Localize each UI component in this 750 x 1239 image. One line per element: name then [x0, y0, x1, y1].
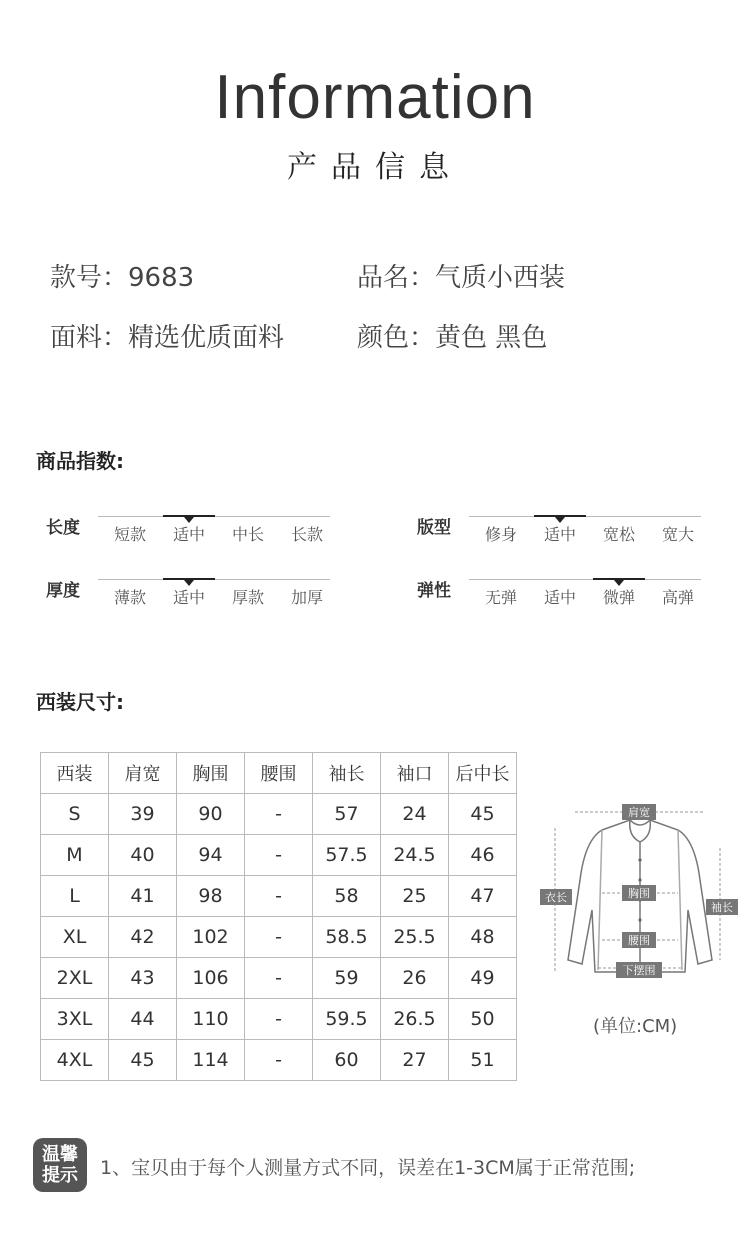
table-cell: 57.5 — [313, 835, 381, 876]
table-cell: 42 — [109, 917, 177, 958]
table-cell: 106 — [177, 958, 245, 999]
table-cell: 25.5 — [381, 917, 449, 958]
table-header-cell: 腰围 — [245, 753, 313, 794]
table-cell: 51 — [449, 1040, 517, 1081]
table-cell: 57 — [313, 794, 381, 835]
table-cell: - — [245, 794, 313, 835]
table-cell: 41 — [109, 876, 177, 917]
table-cell: 45 — [449, 794, 517, 835]
index-section-title: 商品指数: — [36, 449, 124, 473]
table-cell: 4XL — [41, 1040, 109, 1081]
table-cell: L — [41, 876, 109, 917]
diagram-hem-label: 下摆围 — [622, 964, 656, 977]
info-color: 颜色：黄色 黑色 — [357, 323, 548, 353]
table-cell: 58 — [313, 876, 381, 917]
index-option: 适中 — [172, 588, 205, 607]
table-row — [41, 794, 517, 835]
index-option: 宽松 — [602, 525, 635, 544]
table-cell: 110 — [177, 999, 245, 1040]
table-cell: 48 — [449, 917, 517, 958]
size-section-title: 西装尺寸: — [36, 690, 124, 714]
diagram-chest-label: 胸围 — [628, 887, 650, 900]
size-table — [40, 752, 517, 1081]
index-scale-line — [469, 579, 701, 580]
index-option: 修身 — [484, 525, 517, 544]
index-option: 厚款 — [231, 588, 264, 607]
diagram-length-label: 衣长 — [545, 891, 567, 904]
index-option: 薄款 — [113, 588, 146, 607]
table-header-cell: 西装 — [41, 753, 109, 794]
index-option: 适中 — [543, 588, 576, 607]
table-row — [41, 917, 517, 958]
table-cell: 2XL — [41, 958, 109, 999]
table-cell: 39 — [109, 794, 177, 835]
index-pointer-icon — [614, 580, 624, 586]
button-dot — [638, 918, 641, 921]
index-option: 中长 — [231, 525, 264, 544]
index-option: 长款 — [290, 525, 323, 544]
index-option: 适中 — [172, 525, 205, 544]
table-cell: 24.5 — [381, 835, 449, 876]
table-header-cell: 后中长 — [449, 753, 517, 794]
diagram-shoulder-label: 肩宽 — [628, 806, 650, 819]
button-dot — [638, 858, 641, 861]
table-cell: 98 — [177, 876, 245, 917]
unit-label: (单位:CM) — [593, 1016, 678, 1037]
table-cell: - — [245, 835, 313, 876]
table-cell: 50 — [449, 999, 517, 1040]
table-row — [41, 958, 517, 999]
tip-badge-line2: 提示 — [42, 1165, 78, 1186]
index-pointer-icon — [555, 517, 565, 523]
table-cell: 90 — [177, 794, 245, 835]
table-cell: 47 — [449, 876, 517, 917]
info-fabric: 面料：精选优质面料 — [50, 323, 285, 353]
table-cell: 45 — [109, 1040, 177, 1081]
table-cell: 26 — [381, 958, 449, 999]
index-option: 无弹 — [484, 588, 517, 607]
table-cell: - — [245, 917, 313, 958]
index-pointer-icon — [184, 517, 194, 523]
index-option: 短款 — [113, 525, 146, 544]
table-header-row — [41, 753, 517, 794]
info-model: 款号：9683 — [50, 263, 195, 293]
table-header-cell: 胸围 — [177, 753, 245, 794]
tip-badge-line1: 温馨 — [42, 1144, 78, 1165]
table-cell: 114 — [177, 1040, 245, 1081]
table-cell: 59 — [313, 958, 381, 999]
tip-badge — [33, 1138, 87, 1192]
diagram-waist-label: 腰围 — [628, 934, 650, 947]
table-cell: 24 — [381, 794, 449, 835]
info-name: 品名：气质小西装 — [357, 263, 566, 293]
table-header-cell: 肩宽 — [109, 753, 177, 794]
table-cell: 26.5 — [381, 999, 449, 1040]
table-cell: XL — [41, 917, 109, 958]
table-cell: - — [245, 1040, 313, 1081]
table-cell: S — [41, 794, 109, 835]
table-header-cell: 袖长 — [313, 753, 381, 794]
table-cell: 102 — [177, 917, 245, 958]
diagram-sleeve-label: 袖长 — [711, 901, 733, 914]
table-cell: 27 — [381, 1040, 449, 1081]
table-cell: 44 — [109, 999, 177, 1040]
table-cell: 60 — [313, 1040, 381, 1081]
index-option: 宽大 — [661, 525, 694, 544]
index-label: 长度 — [46, 518, 80, 538]
index-option: 微弹 — [602, 588, 635, 607]
table-cell: 43 — [109, 958, 177, 999]
table-row — [41, 835, 517, 876]
table-cell: 40 — [109, 835, 177, 876]
table-row — [41, 1040, 517, 1081]
table-cell: - — [245, 999, 313, 1040]
garment-diagram — [540, 800, 740, 985]
table-cell: - — [245, 876, 313, 917]
index-label: 版型 — [417, 518, 451, 538]
table-cell: 59.5 — [313, 999, 381, 1040]
table-cell: 46 — [449, 835, 517, 876]
table-header-cell: 袖口 — [381, 753, 449, 794]
page-title: Information — [214, 63, 536, 132]
table-row — [41, 876, 517, 917]
table-cell: 3XL — [41, 999, 109, 1040]
index-option: 高弹 — [661, 588, 694, 607]
index-option: 适中 — [543, 525, 576, 544]
tip-text: 1、宝贝由于每个人测量方式不同，误差在1-3CM属于正常范围; — [100, 1157, 636, 1179]
table-cell: 25 — [381, 876, 449, 917]
page-subtitle: 产品信息 — [287, 150, 463, 185]
table-row — [41, 999, 517, 1040]
table-cell: 49 — [449, 958, 517, 999]
index-option: 加厚 — [290, 588, 323, 607]
index-pointer-icon — [184, 580, 194, 586]
button-dot — [638, 878, 641, 881]
index-label: 弹性 — [417, 581, 451, 601]
table-cell: M — [41, 835, 109, 876]
table-cell: - — [245, 958, 313, 999]
table-cell: 94 — [177, 835, 245, 876]
index-label: 厚度 — [46, 581, 80, 601]
table-cell: 58.5 — [313, 917, 381, 958]
